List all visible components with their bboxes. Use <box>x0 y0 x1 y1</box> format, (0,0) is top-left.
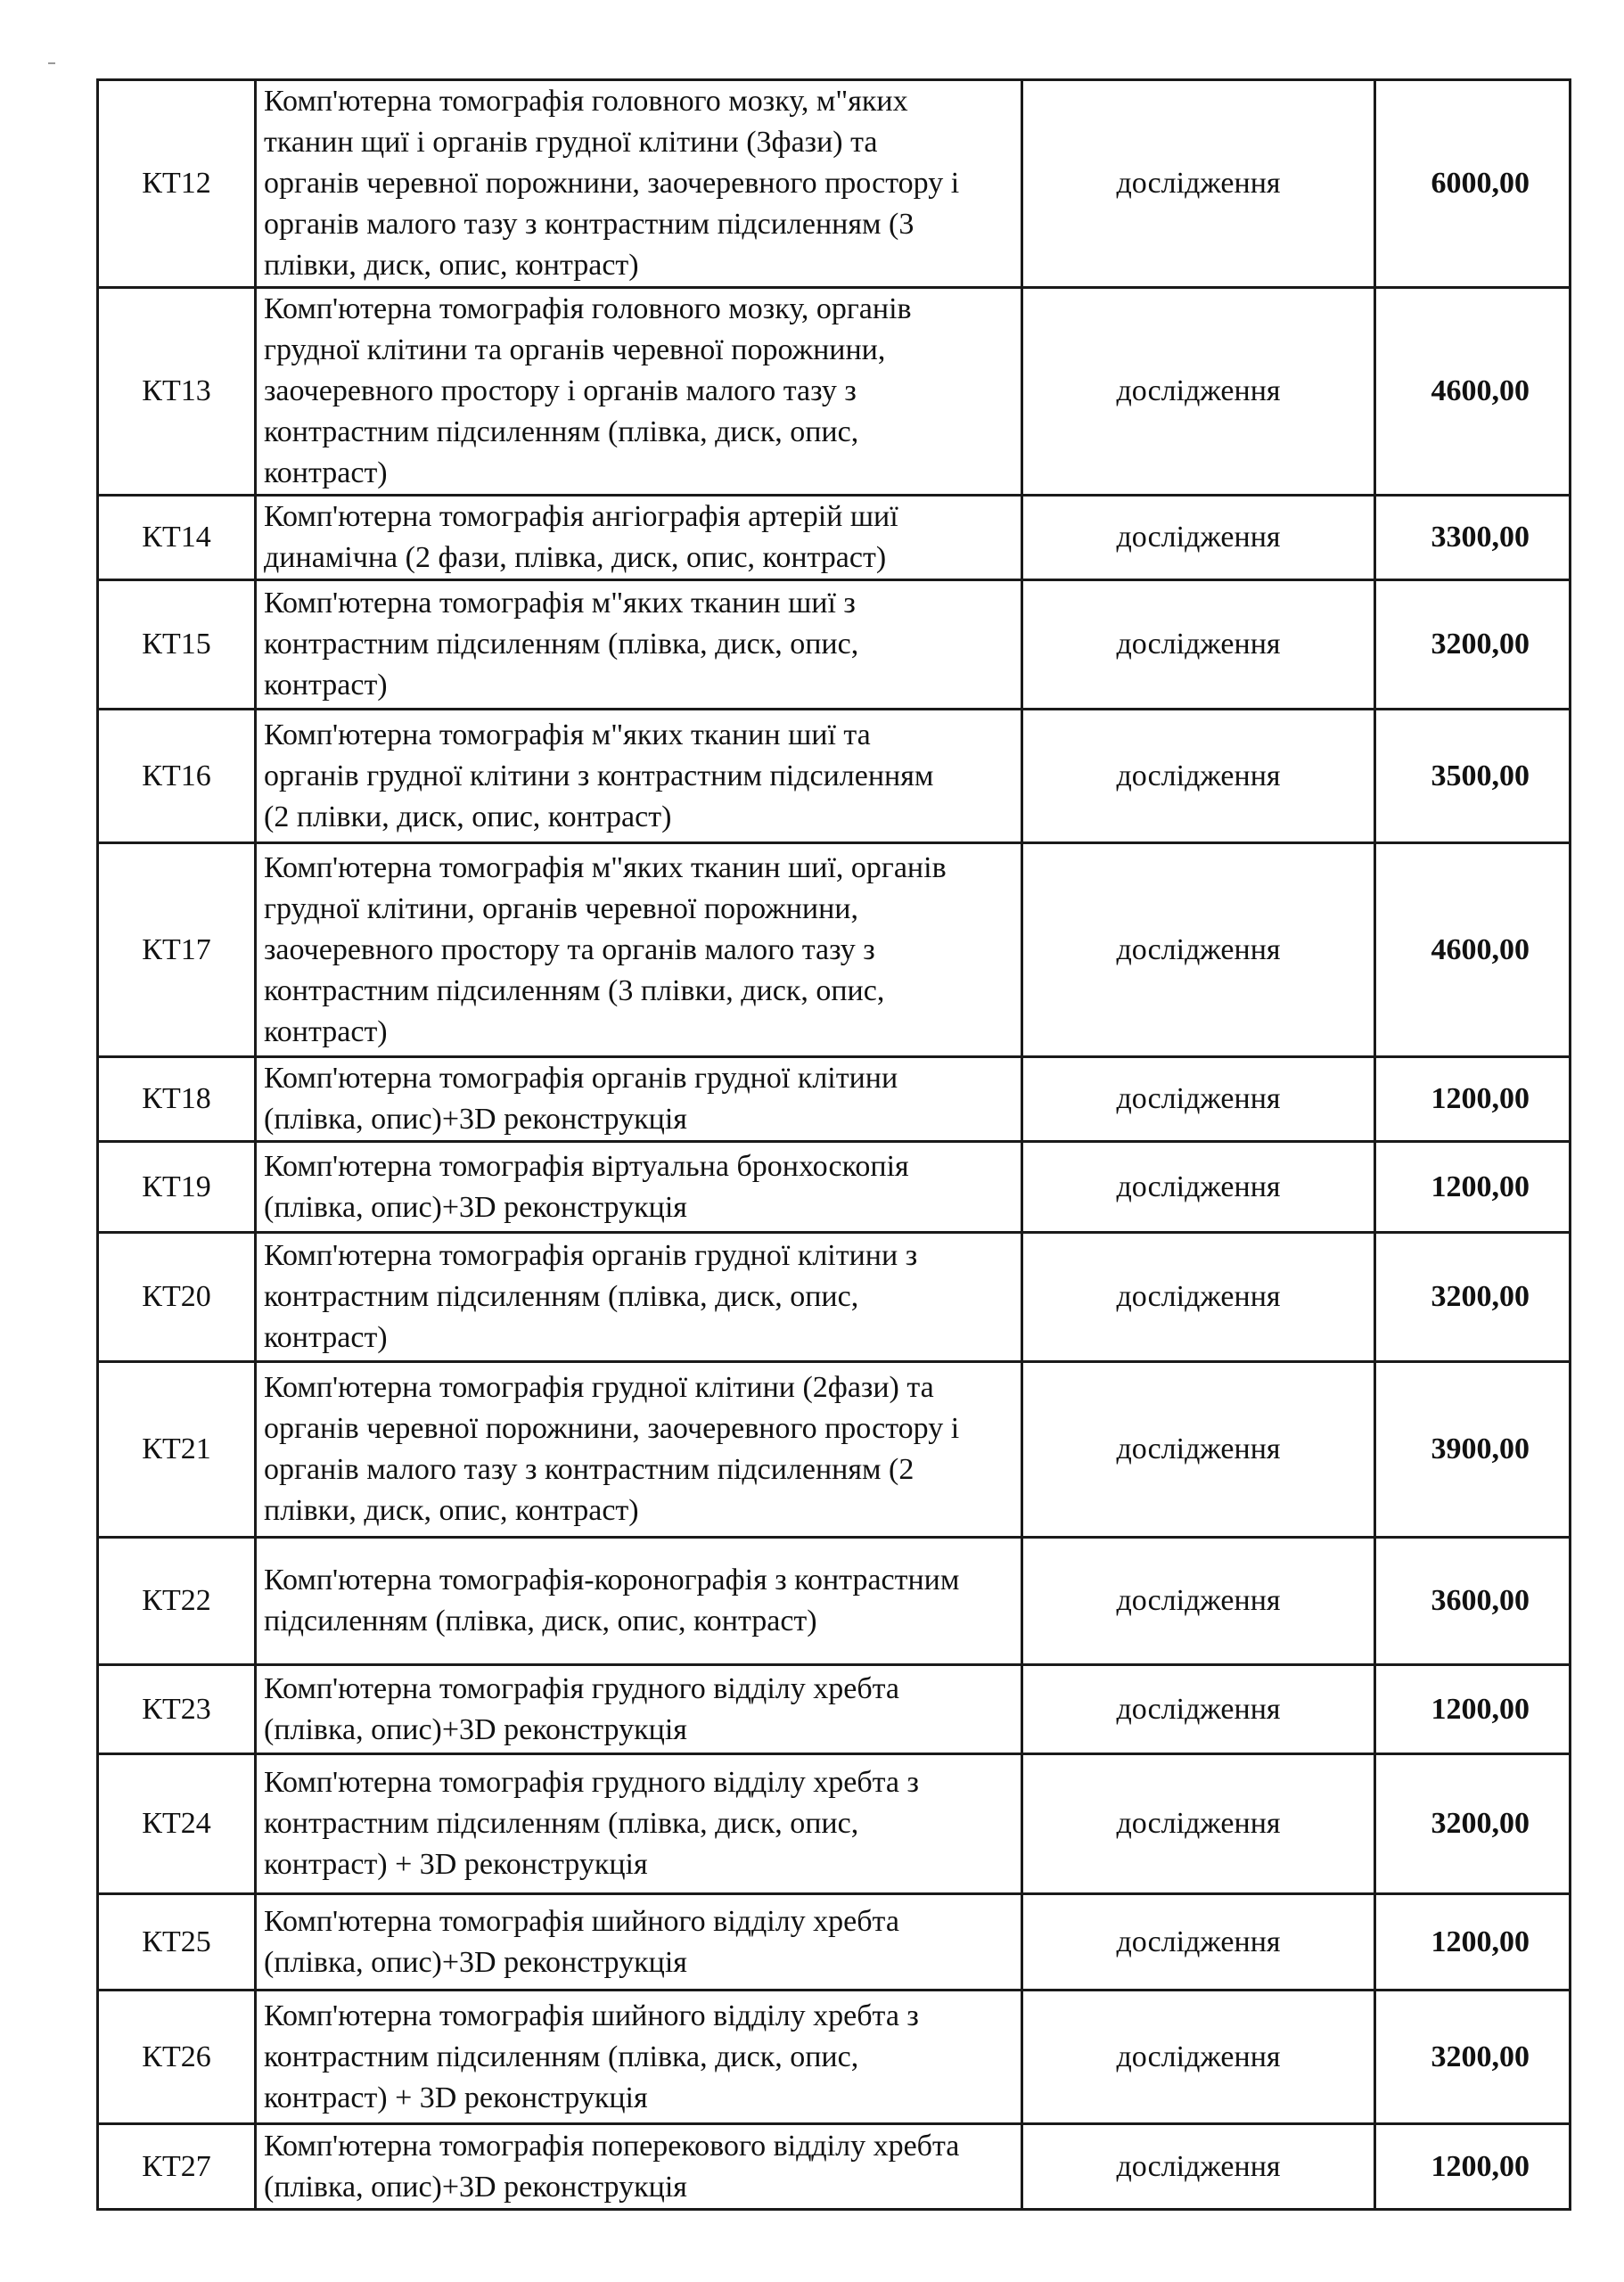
service-description: Комп'ютерна томографія поперекового відділу хребта (плівка, опис)+3D реконструкція <box>256 2124 1022 2210</box>
service-unit: дослідження <box>1022 1754 1375 1894</box>
table-row <box>98 1362 1571 1538</box>
service-description: Комп'ютерна томографія грудного відділу хребта з контрастним підсиленням (плівка, диск, опис, контраст) + 3D реконструкція <box>256 1754 1022 1894</box>
service-price: 4600,00 <box>1375 843 1571 1057</box>
price-table <box>96 78 1571 2211</box>
service-unit: дослідження <box>1022 1362 1375 1538</box>
service-unit: дослідження <box>1022 496 1375 580</box>
service-unit: дослідження <box>1022 80 1375 288</box>
service-code: КТ22 <box>98 1538 256 1665</box>
service-price: 3200,00 <box>1375 1233 1571 1362</box>
table-row <box>98 288 1571 496</box>
service-unit: дослідження <box>1022 1057 1375 1142</box>
service-description: Комп'ютерна томографія головного мозку, органів грудної клітини та органів черевної порожнини, заочеревного простору і органів малого тазу з контрастним підсиленням (плівка, диск, опис, контраст) <box>256 288 1022 496</box>
service-code: КТ26 <box>98 1991 256 2124</box>
scan-mark <box>48 62 55 64</box>
service-description: Комп'ютерна томографія м"яких тканин шиї з контрастним підсиленням (плівка, диск, опис, контраст) <box>256 580 1022 710</box>
service-code: КТ20 <box>98 1233 256 1362</box>
service-description: Комп'ютерна томографія м"яких тканин шиї та органів грудної клітини з контрастним підсиленням (2 плівки, диск, опис, контраст) <box>256 710 1022 843</box>
table-row <box>98 2124 1571 2210</box>
table-row <box>98 1991 1571 2124</box>
service-unit: дослідження <box>1022 580 1375 710</box>
service-description: Комп'ютерна томографія органів грудної клітини (плівка, опис)+3D реконструкція <box>256 1057 1022 1142</box>
table-row <box>98 1142 1571 1233</box>
service-price: 6000,00 <box>1375 80 1571 288</box>
service-price: 3500,00 <box>1375 710 1571 843</box>
service-description: Комп'ютерна томографія-коронографія з контрастним підсиленням (плівка, диск, опис, контраст) <box>256 1538 1022 1665</box>
service-description: Комп'ютерна томографія грудного відділу хребта (плівка, опис)+3D реконструкція <box>256 1665 1022 1754</box>
service-description: Комп'ютерна томографія ангіографія артерій шиї динамічна (2 фази, плівка, диск, опис, контраст) <box>256 496 1022 580</box>
service-price: 3300,00 <box>1375 496 1571 580</box>
table-row <box>98 496 1571 580</box>
table-row <box>98 1538 1571 1665</box>
table-row <box>98 1894 1571 1991</box>
service-code: КТ15 <box>98 580 256 710</box>
service-description: Комп'ютерна томографія головного мозку, м"яких тканин щиї і органів грудної клітини (3фази) та органів черевної порожнини, заочеревного простору і органів малого тазу з контрастним підсиленням (3 плівки, диск, опис, контраст) <box>256 80 1022 288</box>
service-price: 1200,00 <box>1375 1057 1571 1142</box>
service-price: 3900,00 <box>1375 1362 1571 1538</box>
service-code: КТ17 <box>98 843 256 1057</box>
service-code: КТ23 <box>98 1665 256 1754</box>
service-price: 3200,00 <box>1375 1991 1571 2124</box>
service-code: КТ27 <box>98 2124 256 2210</box>
service-code: КТ12 <box>98 80 256 288</box>
service-unit: дослідження <box>1022 843 1375 1057</box>
table-row <box>98 580 1571 710</box>
service-unit: дослідження <box>1022 1991 1375 2124</box>
table-row <box>98 710 1571 843</box>
service-code: КТ24 <box>98 1754 256 1894</box>
service-price: 1200,00 <box>1375 1894 1571 1991</box>
service-unit: дослідження <box>1022 1142 1375 1233</box>
service-price: 3200,00 <box>1375 580 1571 710</box>
service-unit: дослідження <box>1022 288 1375 496</box>
service-description: Комп'ютерна томографія віртуальна бронхоскопія (плівка, опис)+3D реконструкція <box>256 1142 1022 1233</box>
service-unit: дослідження <box>1022 1894 1375 1991</box>
service-price: 1200,00 <box>1375 1142 1571 1233</box>
table-row <box>98 1665 1571 1754</box>
service-price: 4600,00 <box>1375 288 1571 496</box>
service-price: 3600,00 <box>1375 1538 1571 1665</box>
service-description: Комп'ютерна томографія шийного відділу хребта (плівка, опис)+3D реконструкція <box>256 1894 1022 1991</box>
table-row <box>98 843 1571 1057</box>
service-code: КТ25 <box>98 1894 256 1991</box>
service-price: 3200,00 <box>1375 1754 1571 1894</box>
service-code: КТ18 <box>98 1057 256 1142</box>
table-row <box>98 80 1571 288</box>
service-price: 1200,00 <box>1375 1665 1571 1754</box>
service-code: КТ21 <box>98 1362 256 1538</box>
table-row <box>98 1233 1571 1362</box>
service-code: КТ19 <box>98 1142 256 1233</box>
service-unit: дослідження <box>1022 1233 1375 1362</box>
service-unit: дослідження <box>1022 1665 1375 1754</box>
service-description: Комп'ютерна томографія грудної клітини (2фази) та органів черевної порожнини, заочеревного простору і органів малого тазу з контрастним підсиленням (2 плівки, диск, опис, контраст) <box>256 1362 1022 1538</box>
service-description: Комп'ютерна томографія органів грудної клітини з контрастним підсиленням (плівка, диск, опис, контраст) <box>256 1233 1022 1362</box>
service-code: КТ16 <box>98 710 256 843</box>
service-price: 1200,00 <box>1375 2124 1571 2210</box>
service-description: Комп'ютерна томографія м"яких тканин шиї, органів грудної клітини, органів черевної порожнини, заочеревного простору та органів малого тазу з контрастним підсиленням (3 плівки, диск, опис, контраст) <box>256 843 1022 1057</box>
service-unit: дослідження <box>1022 710 1375 843</box>
service-code: КТ14 <box>98 496 256 580</box>
service-unit: дослідження <box>1022 2124 1375 2210</box>
table-row <box>98 1754 1571 1894</box>
table-row <box>98 1057 1571 1142</box>
service-code: КТ13 <box>98 288 256 496</box>
service-unit: дослідження <box>1022 1538 1375 1665</box>
service-description: Комп'ютерна томографія шийного відділу хребта з контрастним підсиленням (плівка, диск, опис, контраст) + 3D реконструкція <box>256 1991 1022 2124</box>
